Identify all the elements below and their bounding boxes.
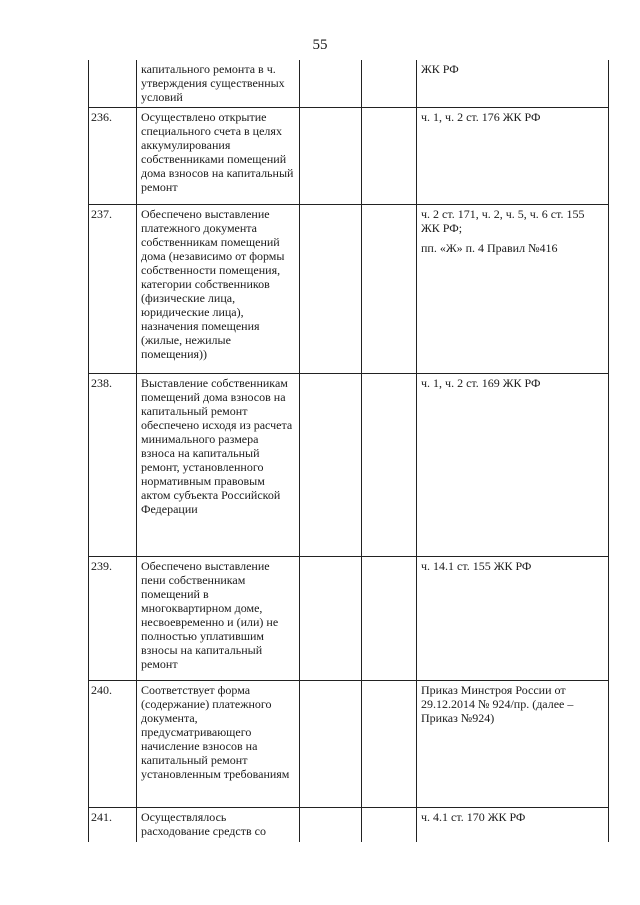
reference-line: ч. 14.1 ст. 155 ЖК РФ	[421, 559, 532, 573]
row-number: 238.	[89, 374, 137, 557]
legal-reference	[417, 681, 609, 808]
table-row	[89, 205, 609, 374]
reference-line: ч. 2 ст. 171, ч. 2, ч. 5, ч. 6 ст. 155 ЖК РФ;	[421, 207, 585, 235]
empty-cell	[300, 108, 362, 205]
empty-cell	[300, 808, 362, 842]
requirement-text: Обеспечено выставление платежного документа собственникам помещений дома (независимо от формы собственности помещения, категории собственников (физические лица, юридические лица), назначения помещения (жилые, нежилые помещения))	[137, 205, 300, 374]
table-row	[89, 681, 609, 808]
row-number: 240.	[89, 681, 137, 808]
row-number	[89, 60, 137, 108]
row-number: 239.	[89, 557, 137, 681]
empty-cell	[362, 681, 417, 808]
legal-reference	[417, 374, 609, 557]
legal-reference	[417, 108, 609, 205]
empty-cell	[362, 557, 417, 681]
empty-cell	[362, 108, 417, 205]
reference-line: Приказ Минстроя России от 29.12.2014 № 924/пр. (далее – Приказ №924)	[421, 683, 574, 725]
row-number: 236.	[89, 108, 137, 205]
requirements-table	[88, 60, 609, 842]
empty-cell	[362, 60, 417, 108]
empty-cell	[300, 681, 362, 808]
row-number: 241.	[89, 808, 137, 842]
empty-cell	[300, 205, 362, 374]
legal-reference	[417, 557, 609, 681]
reference-line: ч. 1, ч. 2 ст. 169 ЖК РФ	[421, 376, 541, 390]
reference-line: ч. 4.1 ст. 170 ЖК РФ	[421, 810, 526, 824]
requirement-text: Осуществлено открытие специального счета в целях аккумулирования собственниками помещений дома взносов на капитальный ремонт	[137, 108, 300, 205]
legal-reference	[417, 205, 609, 374]
legal-reference	[417, 60, 609, 108]
table-row	[89, 108, 609, 205]
empty-cell	[300, 60, 362, 108]
legal-reference	[417, 808, 609, 842]
reference-line: ЖК РФ	[421, 62, 459, 76]
row-number: 237.	[89, 205, 137, 374]
empty-cell	[362, 374, 417, 557]
empty-cell	[300, 557, 362, 681]
requirement-text: Обеспечено выставление пени собственникам помещений в многоквартирном доме, несвоевременно и (или) не полностью уплатившим взносы на капитальный ремонт	[137, 557, 300, 681]
empty-cell	[362, 808, 417, 842]
requirement-text: Соответствует форма (содержание) платежного документа, предусматривающего начисление взносов на капитальный ремонт установленным требованиям	[137, 681, 300, 808]
reference-line: пп. «Ж» п. 4 Правил №416	[421, 241, 558, 255]
empty-cell	[300, 374, 362, 557]
page-number: 55	[312, 37, 328, 53]
requirement-text: Осуществлялось расходование средств со	[137, 808, 300, 842]
empty-cell	[362, 205, 417, 374]
table-row	[89, 60, 609, 108]
requirement-text: капитального ремонта в ч. утверждения существенных условий	[137, 60, 300, 108]
reference-line: ч. 1, ч. 2 ст. 176 ЖК РФ	[421, 110, 541, 124]
table-row	[89, 557, 609, 681]
table-row	[89, 374, 609, 557]
table-row	[89, 808, 609, 842]
requirement-text: Выставление собственникам помещений дома взносов на капитальный ремонт обеспечено исходя из расчета минимального размера взноса на капитальный ремонт, установленного нормативным правовым актом субъекта Российской Федерации	[137, 374, 300, 557]
